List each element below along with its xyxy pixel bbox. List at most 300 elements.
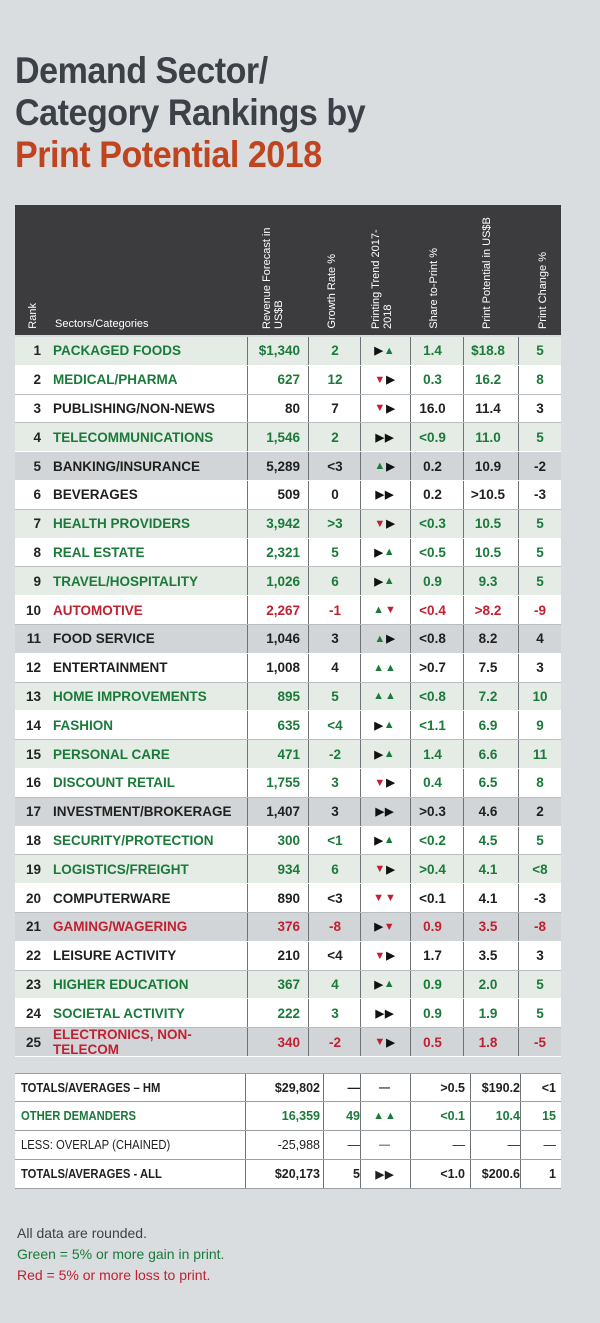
rank-cell: 11 (26, 631, 41, 647)
header-share: Share to-Print % (428, 248, 440, 329)
growth-cell: <4 (327, 717, 343, 733)
column-divider (308, 942, 309, 970)
change-cell: 5 (536, 832, 544, 848)
column-divider (463, 971, 464, 999)
rank-cell: 14 (25, 717, 41, 733)
column-divider (410, 423, 411, 451)
share-cell: 16.0 (419, 400, 446, 416)
sector-name: LOGISTICS/FREIGHT (53, 861, 189, 877)
column-divider (463, 596, 464, 624)
column-divider (410, 683, 411, 711)
column-divider (410, 596, 411, 624)
right-arrow-icon: ▶ (385, 489, 395, 502)
growth-cell: -1 (328, 602, 341, 618)
up-arrow-icon: ▲ (385, 690, 397, 703)
sector-name: TRAVEL/HOSPITALITY (53, 573, 198, 589)
column-divider (360, 596, 361, 624)
change-cell: 5 (536, 976, 544, 992)
column-divider (360, 567, 361, 595)
column-divider (520, 1074, 521, 1101)
column-divider (518, 827, 519, 855)
rank-cell: 24 (25, 1005, 41, 1021)
revenue-cell: 222 (277, 1005, 300, 1021)
column-divider (410, 1074, 411, 1101)
share-cell: 0.4 (423, 775, 442, 791)
change-cell: 5 (536, 544, 544, 560)
column-divider (360, 971, 361, 999)
totals-growth: — (347, 1138, 360, 1152)
sector-name: PERSONAL CARE (53, 746, 170, 762)
sector-name: HEALTH PROVIDERS (53, 516, 191, 532)
column-divider (518, 596, 519, 624)
rank-cell: 16 (25, 775, 41, 791)
trend-cell (360, 452, 410, 480)
share-cell: <1.1 (419, 717, 446, 733)
potential-cell: >10.5 (470, 487, 506, 503)
potential-cell: 4.6 (478, 804, 498, 820)
column-divider (247, 452, 248, 480)
table-row (15, 942, 561, 971)
totals-growth: 49 (346, 1109, 360, 1123)
totals-change: 15 (542, 1109, 556, 1123)
sector-name: ELECTRONICS, NON-TELECOM (53, 1027, 192, 1058)
table-row (15, 366, 561, 395)
growth-cell: 3 (331, 804, 339, 820)
column-divider (410, 740, 411, 768)
sector-name: SECURITY/PROTECTION (53, 832, 214, 848)
rank-cell: 9 (33, 573, 41, 589)
change-cell: -9 (533, 602, 546, 618)
up-arrow-icon: ▲ (385, 661, 397, 674)
note-rounded: All data are rounded. (17, 1225, 147, 1241)
sector-name: MEDICAL/PHARMA (53, 372, 178, 388)
share-cell: 0.9 (423, 976, 442, 992)
column-divider (308, 596, 309, 624)
column-divider (360, 798, 361, 826)
column-divider (410, 827, 411, 855)
growth-cell: <3 (327, 890, 343, 906)
column-divider (410, 481, 411, 509)
column-divider (463, 855, 464, 883)
share-cell: <0.9 (419, 429, 446, 445)
right-arrow-icon: ▶ (386, 950, 396, 963)
column-divider (247, 539, 248, 567)
column-divider (410, 884, 411, 912)
column-divider (360, 481, 361, 509)
column-divider (323, 1074, 324, 1101)
title-line-3: Print Potential 2018 (15, 134, 322, 175)
column-divider (518, 971, 519, 999)
column-divider (518, 654, 519, 682)
column-divider (323, 1131, 324, 1159)
column-divider (308, 683, 309, 711)
down-arrow-icon: ▼ (385, 604, 397, 617)
up-arrow-icon: ▲ (373, 661, 385, 674)
down-arrow-icon: ▼ (385, 892, 397, 905)
right-arrow-icon: ▶ (375, 489, 385, 502)
share-cell: 0.2 (423, 487, 442, 503)
growth-cell: 5 (331, 544, 339, 560)
down-arrow-icon: ▼ (374, 517, 387, 530)
sector-name: REAL ESTATE (53, 544, 145, 560)
share-cell: 1.4 (423, 746, 442, 762)
totals-potential: $190.2 (481, 1080, 520, 1095)
revenue-cell: 635 (277, 717, 300, 733)
sector-name: BANKING/INSURANCE (53, 458, 201, 474)
growth-cell: 2 (331, 429, 339, 445)
revenue-cell: 1,755 (266, 775, 300, 791)
column-divider (360, 769, 361, 797)
trend-cell (360, 740, 410, 768)
column-divider (247, 337, 248, 365)
change-cell: 3 (536, 660, 544, 676)
change-cell: 3 (536, 948, 544, 964)
potential-cell: 4.1 (478, 890, 498, 906)
trend-cell (360, 884, 410, 912)
potential-cell: >8.2 (474, 602, 502, 618)
column-divider (323, 1102, 324, 1130)
column-divider (463, 769, 464, 797)
totals-growth: — (347, 1080, 360, 1095)
change-cell: 9 (536, 717, 544, 733)
down-arrow-icon: ▼ (374, 776, 387, 789)
column-divider (360, 366, 361, 394)
share-cell: <0.5 (419, 544, 446, 560)
change-cell: 5 (536, 343, 544, 359)
revenue-cell: 471 (277, 746, 300, 762)
column-divider (308, 999, 309, 1027)
down-arrow-icon: ▼ (373, 892, 385, 905)
column-divider (360, 1160, 361, 1188)
column-divider (247, 625, 248, 653)
title-line-2: Category Rankings by (15, 92, 366, 133)
totals-share: — (452, 1138, 465, 1152)
change-cell: 5 (536, 573, 544, 589)
revenue-cell: 376 (277, 919, 300, 935)
column-divider (520, 1131, 521, 1159)
table-header (15, 205, 561, 335)
growth-cell: 12 (327, 372, 343, 388)
rank-cell: 8 (33, 544, 41, 560)
potential-cell: 16.2 (474, 372, 502, 388)
column-divider (410, 452, 411, 480)
table-row (15, 423, 561, 452)
up-arrow-icon: ▲ (374, 632, 387, 645)
table-row (15, 337, 561, 366)
column-divider (463, 884, 464, 912)
sector-name: DISCOUNT RETAIL (53, 775, 175, 791)
column-divider (360, 942, 361, 970)
right-arrow-icon: ▶ (374, 748, 384, 761)
column-divider (520, 1102, 521, 1130)
column-divider (470, 1074, 471, 1101)
column-divider (245, 1074, 246, 1101)
revenue-cell: 627 (277, 372, 300, 388)
up-arrow-icon: ▲ (383, 575, 396, 588)
column-divider (410, 395, 411, 423)
column-divider (410, 337, 411, 365)
title-line-1: Demand Sector/ (15, 50, 268, 91)
growth-cell: -2 (328, 746, 341, 762)
potential-cell: 3.5 (478, 948, 498, 964)
column-divider (247, 884, 248, 912)
right-arrow-icon: ▶ (386, 518, 396, 531)
trend-cell (360, 971, 410, 999)
column-divider (463, 625, 464, 653)
right-arrow-icon: ▶ (385, 1007, 395, 1020)
column-divider (360, 452, 361, 480)
share-cell: 0.9 (423, 919, 442, 935)
right-arrow-icon: ▶ (386, 402, 396, 415)
trend-cell (360, 596, 410, 624)
column-divider (518, 711, 519, 739)
right-arrow-icon: ▶ (385, 431, 395, 444)
revenue-cell: 1,407 (266, 804, 300, 820)
right-arrow-icon: ▶ (374, 345, 384, 358)
share-cell: <0.4 (419, 602, 446, 618)
rank-cell: 6 (33, 487, 41, 503)
rank-cell: 10 (25, 602, 41, 618)
growth-cell: 0 (331, 487, 339, 503)
column-divider (360, 1074, 361, 1101)
rank-cell: 4 (33, 429, 41, 445)
column-divider (360, 625, 361, 653)
trend-cell (360, 567, 410, 595)
totals-trend: ▲▲ (373, 1110, 397, 1122)
column-divider (308, 423, 309, 451)
column-divider (410, 855, 411, 883)
down-arrow-icon: ▼ (374, 1036, 387, 1049)
column-divider (247, 798, 248, 826)
change-cell: 5 (536, 429, 544, 445)
sector-name: PUBLISHING/NON-NEWS (53, 400, 215, 416)
column-divider (360, 884, 361, 912)
trend-cell (360, 769, 410, 797)
up-arrow-icon: ▲ (383, 546, 396, 559)
column-divider (247, 769, 248, 797)
rank-cell: 13 (25, 688, 41, 704)
trend-cell (360, 510, 410, 538)
column-divider (245, 1160, 246, 1188)
revenue-cell: 509 (277, 487, 300, 503)
right-arrow-icon: ▶ (374, 834, 384, 847)
trend-cell (360, 913, 410, 941)
share-cell: 1.7 (423, 948, 442, 964)
column-divider (410, 654, 411, 682)
totals-growth: 5 (353, 1167, 360, 1181)
potential-cell: 11.4 (475, 400, 501, 416)
column-divider (247, 683, 248, 711)
column-divider (518, 913, 519, 941)
rank-cell: 25 (25, 1034, 41, 1050)
potential-cell: 7.2 (478, 688, 498, 704)
revenue-cell: 5,289 (266, 458, 300, 474)
header-potential: Print Potential in US$B (481, 217, 493, 329)
down-arrow-icon: ▼ (374, 863, 387, 876)
potential-cell: 1.8 (478, 1034, 498, 1050)
rank-cell: 7 (33, 516, 41, 532)
rank-cell: 1 (33, 343, 41, 359)
right-arrow-icon: ▶ (386, 777, 396, 790)
totals-potential: 10.4 (495, 1109, 520, 1123)
potential-cell: 10.5 (474, 544, 502, 560)
share-cell: <0.2 (419, 832, 446, 848)
share-cell: <0.8 (419, 631, 446, 647)
share-cell: 0.3 (423, 372, 442, 388)
column-divider (463, 654, 464, 682)
column-divider (410, 539, 411, 567)
column-divider (518, 539, 519, 567)
totals-row (15, 1073, 561, 1102)
table-row (15, 596, 561, 625)
change-cell: -2 (533, 458, 546, 474)
table-row (15, 567, 561, 596)
share-cell: <0.3 (419, 516, 446, 532)
column-divider (463, 711, 464, 739)
column-divider (410, 1102, 411, 1130)
column-divider (463, 366, 464, 394)
column-divider (410, 625, 411, 653)
right-arrow-icon: ▶ (374, 575, 384, 588)
right-arrow-icon: ▶ (386, 460, 396, 473)
column-divider (463, 1028, 464, 1056)
trend-cell (360, 366, 410, 394)
growth-cell: 4 (331, 660, 339, 676)
up-arrow-icon: ▲ (383, 344, 396, 357)
rankings-table (15, 337, 561, 1057)
change-cell: 4 (536, 631, 544, 647)
trend-cell (360, 423, 410, 451)
revenue-cell: 300 (277, 832, 300, 848)
share-cell: 0.2 (423, 458, 442, 474)
column-divider (463, 798, 464, 826)
column-divider (463, 999, 464, 1027)
totals-label: TOTALS/AVERAGES - ALL (21, 1167, 162, 1181)
column-divider (308, 711, 309, 739)
column-divider (518, 798, 519, 826)
column-divider (463, 539, 464, 567)
column-divider (360, 1131, 361, 1159)
sector-name: FASHION (53, 717, 114, 733)
totals-share: >0.5 (440, 1080, 465, 1095)
share-cell: >0.4 (419, 861, 446, 877)
share-cell: 1.4 (423, 343, 442, 359)
column-divider (247, 366, 248, 394)
potential-cell: 3.5 (478, 919, 498, 935)
column-divider (360, 337, 361, 365)
column-divider (410, 798, 411, 826)
column-divider (308, 855, 309, 883)
column-divider (308, 884, 309, 912)
trend-cell (360, 798, 410, 826)
column-divider (410, 366, 411, 394)
change-cell: -5 (533, 1034, 546, 1050)
column-divider (360, 740, 361, 768)
rank-cell: 19 (25, 861, 41, 877)
column-divider (308, 539, 309, 567)
change-cell: 10 (532, 688, 548, 704)
column-divider (463, 567, 464, 595)
revenue-cell: 1,546 (266, 429, 300, 445)
totals-row (15, 1160, 561, 1189)
column-divider (323, 1160, 324, 1188)
revenue-cell: 1,026 (266, 573, 300, 589)
trend-cell (360, 337, 410, 365)
column-divider (308, 827, 309, 855)
column-divider (518, 625, 519, 653)
sector-name: SOCIETAL ACTIVITY (53, 1005, 185, 1021)
sector-name: COMPUTERWARE (53, 890, 171, 906)
trend-cell (360, 625, 410, 653)
table-row (15, 769, 561, 798)
column-divider (308, 337, 309, 365)
change-cell: 8 (536, 775, 544, 791)
trend-cell (360, 711, 410, 739)
down-arrow-icon: ▼ (374, 402, 387, 415)
right-arrow-icon: ▶ (374, 719, 384, 732)
revenue-cell: 934 (277, 861, 300, 877)
column-divider (470, 1102, 471, 1130)
rank-cell: 18 (25, 832, 41, 848)
column-divider (247, 827, 248, 855)
potential-cell: $18.8 (471, 343, 505, 359)
change-cell: 2 (536, 804, 544, 820)
table-row (15, 855, 561, 884)
rank-cell: 12 (25, 660, 41, 676)
table-row (15, 740, 561, 769)
column-divider (308, 625, 309, 653)
down-arrow-icon: ▼ (374, 949, 387, 962)
table-row (15, 827, 561, 856)
column-divider (247, 395, 248, 423)
column-divider (247, 740, 248, 768)
column-divider (360, 683, 361, 711)
right-arrow-icon: ▶ (375, 431, 385, 444)
column-divider (463, 481, 464, 509)
sector-name: INVESTMENT/BROKERAGE (53, 804, 232, 820)
trend-cell (360, 481, 410, 509)
column-divider (308, 769, 309, 797)
potential-cell: 11.0 (475, 429, 501, 445)
sector-name: HOME IMPROVEMENTS (53, 688, 207, 704)
column-divider (463, 452, 464, 480)
totals-row (15, 1102, 561, 1131)
column-divider (470, 1131, 471, 1159)
column-divider (360, 711, 361, 739)
right-arrow-icon: ▶ (386, 863, 396, 876)
column-divider (308, 395, 309, 423)
column-divider (410, 1160, 411, 1188)
change-cell: -3 (533, 890, 546, 906)
up-arrow-icon: ▲ (383, 719, 396, 732)
rank-cell: 17 (25, 804, 41, 820)
column-divider (518, 567, 519, 595)
revenue-cell: $1,340 (258, 343, 300, 359)
column-divider (410, 1131, 411, 1159)
rank-cell: 2 (33, 372, 41, 388)
column-divider (518, 855, 519, 883)
table-row (15, 1028, 561, 1057)
trend-cell (360, 539, 410, 567)
column-divider (463, 510, 464, 538)
table-row (15, 999, 561, 1028)
column-divider (360, 539, 361, 567)
trend-cell (360, 942, 410, 970)
column-divider (518, 337, 519, 365)
column-divider (518, 1028, 519, 1056)
totals-trend: — (379, 1139, 391, 1151)
right-arrow-icon: ▶ (386, 374, 396, 387)
